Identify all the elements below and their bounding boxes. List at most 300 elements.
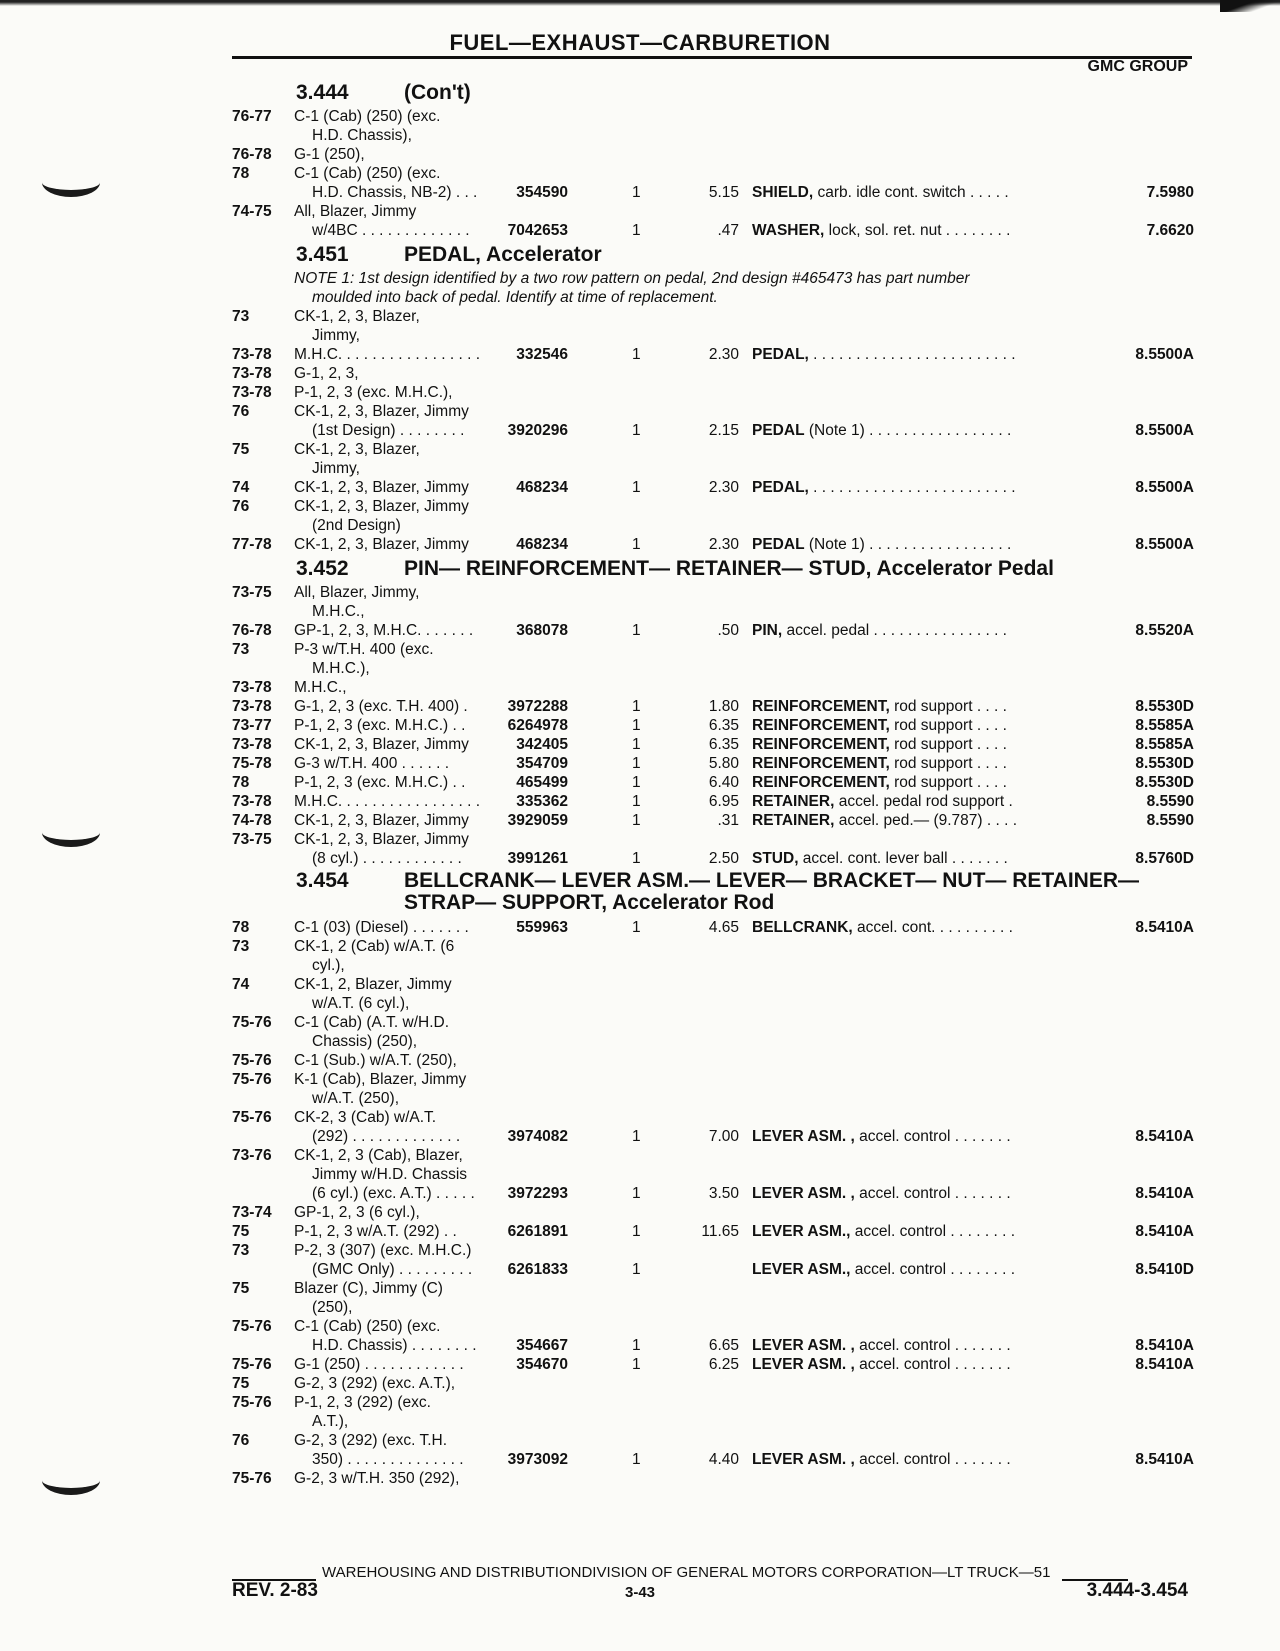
application: CK-1, 2, 3, Blazer, Jimmy — [294, 831, 469, 848]
footer-org: WAREHOUSING AND DISTRIBUTIONDIVISION OF GENERAL MOTORS CORPORATION—LT TRUCK—51 — [322, 1564, 1051, 1581]
part-detail: . . . . . . . . . . . . . . . . . . . . . . . . — [808, 346, 1016, 363]
section-title-line: PEDAL, Accelerator — [404, 243, 602, 266]
model-year: 73-78 — [232, 365, 272, 382]
application: G-1 (250), — [294, 146, 365, 163]
application: H.D. Chassis) . . . . . . . . — [312, 1337, 477, 1354]
table-row — [232, 659, 1194, 678]
price: .50 — [717, 622, 739, 639]
application: CK-1, 2, 3, Blazer, Jimmy — [294, 479, 469, 496]
table-row — [232, 994, 1194, 1013]
part-number: 354709 — [516, 755, 568, 772]
application: A.T.), — [312, 1413, 349, 1430]
part-description — [752, 478, 1016, 497]
group-number: 8.5410A — [1135, 1185, 1194, 1202]
table-row — [232, 345, 1194, 364]
quantity: 1 — [632, 698, 641, 715]
header-rule — [232, 56, 1192, 59]
section-title — [404, 78, 471, 107]
group-number: 8.5410A — [1135, 1337, 1194, 1354]
part-name: LEVER ASM. , — [752, 1356, 855, 1373]
application: GP-1, 2, 3 (6 cyl.), — [294, 1204, 420, 1221]
table-row — [232, 535, 1194, 554]
application: Jimmy, — [312, 460, 360, 477]
application: CK-1, 2, Blazer, Jimmy — [294, 976, 452, 993]
part-name: LEVER ASM., — [752, 1223, 851, 1240]
part-name: REINFORCEMENT, — [752, 774, 890, 791]
application: M.H.C.), — [312, 660, 370, 677]
application: M.H.C. . . . . . . . . . . . . . . . . — [294, 346, 481, 363]
part-name: LEVER ASM. , — [752, 1185, 855, 1202]
model-year: 73-77 — [232, 717, 272, 734]
application: CK-1, 2, 3, Blazer, Jimmy — [294, 736, 469, 753]
application: All, Blazer, Jimmy, — [294, 584, 420, 601]
quantity: 1 — [632, 622, 641, 639]
part-detail: accel. control . . . . . . . — [854, 1185, 1011, 1202]
section-number: 3.451 — [296, 243, 349, 266]
part-detail: lock, sol. ret. nut . . . . . . . . — [824, 222, 1011, 239]
application: All, Blazer, Jimmy — [294, 203, 417, 220]
table-row — [232, 1374, 1194, 1393]
price: .47 — [717, 222, 739, 239]
model-year: 75 — [232, 1280, 250, 1297]
part-number: 342405 — [516, 736, 568, 753]
application: (2nd Design) — [312, 517, 401, 534]
price: 6.35 — [708, 717, 739, 734]
group-number: 8.5500A — [1135, 536, 1194, 553]
table-row — [232, 621, 1194, 640]
quantity: 1 — [632, 1223, 641, 1240]
section-range: 3.444-3.454 — [1086, 1580, 1188, 1601]
section-title-line: STRAP— SUPPORT, Accelerator Rod — [404, 891, 775, 914]
part-number: 3929059 — [507, 812, 568, 829]
table-row — [232, 459, 1194, 478]
application: K-1 (Cab), Blazer, Jimmy — [294, 1071, 467, 1088]
table-row — [232, 1203, 1194, 1222]
table-row — [232, 1241, 1194, 1260]
application: Jimmy w/H.D. Chassis — [312, 1166, 468, 1183]
part-detail: accel. control . . . . . . . — [854, 1128, 1011, 1145]
part-number: 354667 — [516, 1337, 568, 1354]
table-row — [232, 1431, 1194, 1450]
part-detail: rod support . . . . — [889, 736, 1007, 753]
application: (1st Design) . . . . . . . . — [312, 422, 465, 439]
part-number: 332546 — [516, 346, 568, 363]
price: 6.35 — [708, 736, 739, 753]
part-description — [752, 918, 1013, 937]
price: 6.40 — [708, 774, 739, 791]
group-number: 8.5585A — [1135, 717, 1194, 734]
part-name: REINFORCEMENT, — [752, 736, 890, 753]
table-row — [232, 307, 1194, 326]
table-row — [232, 1279, 1194, 1298]
section-title-line: PIN— REINFORCEMENT— RETAINER— STUD, Accelerator Pedal — [404, 557, 1054, 580]
model-year: 76-77 — [232, 108, 272, 125]
model-year: 75-76 — [232, 1356, 272, 1373]
table-row — [232, 830, 1194, 849]
group-number: 8.5410A — [1135, 1451, 1194, 1468]
model-year: 73-78 — [232, 736, 272, 753]
table-row — [232, 754, 1194, 773]
price: 2.50 — [708, 850, 739, 867]
table-row — [232, 364, 1194, 383]
part-number: 3972288 — [507, 698, 568, 715]
part-description — [752, 773, 1007, 792]
group-number: 8.5760D — [1135, 850, 1194, 867]
application: C-1 (Sub.) w/A.T. (250), — [294, 1052, 457, 1069]
model-year: 73-78 — [232, 698, 272, 715]
application: C-1 (Cab) (250) (exc. — [294, 165, 441, 182]
group-number: 8.5530D — [1135, 774, 1194, 791]
part-number: 3974082 — [507, 1128, 568, 1145]
part-description — [752, 792, 1013, 811]
price: 6.65 — [708, 1337, 739, 1354]
quantity: 1 — [632, 736, 641, 753]
part-detail: rod support . . . . — [889, 698, 1007, 715]
table-row — [232, 183, 1194, 202]
application: C-1 (Cab) (250) (exc. — [294, 108, 441, 125]
revision-label: REV. 2-83 — [232, 1580, 318, 1601]
model-year: 75-76 — [232, 1470, 272, 1487]
application: C-1 (03) (Diesel) . . . . . . . — [294, 919, 469, 936]
application: cyl.), — [312, 957, 345, 974]
part-number: 3920296 — [507, 422, 568, 439]
part-detail: accel. pedal rod support . — [834, 793, 1013, 810]
price: 6.95 — [708, 793, 739, 810]
model-year: 73 — [232, 938, 250, 955]
application: G-3 w/T.H. 400 . . . . . . — [294, 755, 450, 772]
application: G-2, 3 (292) (exc. T.H. — [294, 1432, 448, 1449]
model-year: 77-78 — [232, 536, 272, 553]
section-title — [404, 870, 1139, 914]
part-name: REINFORCEMENT, — [752, 755, 890, 772]
part-detail: accel. control . . . . . . . — [854, 1451, 1011, 1468]
application: Blazer (C), Jimmy (C) — [294, 1280, 443, 1297]
table-row — [232, 792, 1194, 811]
part-description — [752, 754, 1007, 773]
part-name: PEDAL — [752, 422, 805, 439]
table-row — [232, 1317, 1194, 1336]
model-year: 73-74 — [232, 1204, 272, 1221]
table-row — [232, 602, 1194, 621]
part-number: 354670 — [516, 1356, 568, 1373]
model-year: 78 — [232, 165, 250, 182]
application: Jimmy, — [312, 327, 360, 344]
part-number: 6264978 — [507, 717, 568, 734]
part-description — [752, 421, 1011, 440]
quantity: 1 — [632, 755, 641, 772]
part-number: 6261833 — [507, 1261, 568, 1278]
price: 6.25 — [708, 1356, 739, 1373]
application: CK-1, 2, 3, Blazer, — [294, 441, 420, 458]
part-description — [752, 697, 1007, 716]
model-year: 73-78 — [232, 346, 272, 363]
application: P-1, 2, 3 (292) (exc. — [294, 1394, 431, 1411]
application: G-1, 2, 3 (exc. T.H. 400) . — [294, 698, 468, 715]
model-year: 75-76 — [232, 1394, 272, 1411]
table-row — [232, 1051, 1194, 1070]
part-number: 559963 — [516, 919, 568, 936]
price: 2.30 — [708, 479, 739, 496]
group-number: 8.5410A — [1135, 1128, 1194, 1145]
model-year: 75 — [232, 1375, 250, 1392]
table-row — [232, 1108, 1194, 1127]
model-year: 73 — [232, 1242, 250, 1259]
model-year: 76-78 — [232, 146, 272, 163]
application: CK-1, 2, 3, Blazer, Jimmy — [294, 403, 469, 420]
part-description — [752, 849, 1008, 868]
section-note — [232, 269, 1194, 307]
application: Chassis) (250), — [312, 1033, 418, 1050]
table-row — [232, 1165, 1194, 1184]
price: 1.80 — [708, 698, 739, 715]
part-name: STUD, — [752, 850, 799, 867]
application: C-1 (Cab) (250) (exc. — [294, 1318, 441, 1335]
quantity: 1 — [632, 793, 641, 810]
table-row — [232, 202, 1194, 221]
group-number: 7.6620 — [1146, 222, 1194, 239]
table-row — [232, 1298, 1194, 1317]
application: (292) . . . . . . . . . . . . . — [312, 1128, 461, 1145]
model-year: 75-76 — [232, 1014, 272, 1031]
application: C-1 (Cab) (A.T. w/H.D. — [294, 1014, 450, 1031]
model-year: 73-76 — [232, 1147, 272, 1164]
part-detail: (Note 1) . . . . . . . . . . . . . . . . . — [804, 422, 1012, 439]
group-number: 8.5500A — [1135, 422, 1194, 439]
scan-edge — [0, 0, 1280, 6]
model-year: 76-78 — [232, 622, 272, 639]
application: P-1, 2, 3 w/A.T. (292) . . — [294, 1223, 457, 1240]
table-row — [232, 402, 1194, 421]
quantity: 1 — [632, 1185, 641, 1202]
table-row — [232, 221, 1194, 240]
quantity: 1 — [632, 1337, 641, 1354]
part-description — [752, 183, 1009, 202]
part-number: 7042653 — [507, 222, 568, 239]
part-description — [752, 1260, 1015, 1279]
part-description — [752, 221, 1010, 240]
part-detail: accel. cont. lever ball . . . . . . . — [798, 850, 1008, 867]
model-year: 74-75 — [232, 203, 272, 220]
model-year: 73-78 — [232, 384, 272, 401]
part-name: WASHER, — [752, 222, 825, 239]
part-name: LEVER ASM., — [752, 1261, 851, 1278]
part-detail: rod support . . . . — [889, 717, 1007, 734]
section-number: 3.454 — [296, 869, 349, 892]
model-year: 75-78 — [232, 755, 272, 772]
table-row — [232, 1222, 1194, 1241]
application: CK-1, 2, 3, Blazer, Jimmy — [294, 536, 469, 553]
model-year: 76 — [232, 403, 250, 420]
application: (GMC Only) . . . . . . . . . — [312, 1261, 473, 1278]
quantity: 1 — [632, 1128, 641, 1145]
group-number: 8.5500A — [1135, 346, 1194, 363]
part-detail: accel. control . . . . . . . — [854, 1356, 1011, 1373]
group-number: 8.5500A — [1135, 479, 1194, 496]
group-number: 8.5410D — [1135, 1261, 1194, 1278]
price: 2.30 — [708, 346, 739, 363]
section-heading — [232, 554, 1194, 583]
price: 5.15 — [708, 184, 739, 201]
price: .31 — [717, 812, 739, 829]
quantity: 1 — [632, 1451, 641, 1468]
part-number: 335362 — [516, 793, 568, 810]
part-name: PEDAL, — [752, 346, 809, 363]
application: (8 cyl.) . . . . . . . . . . . . — [312, 850, 462, 867]
application: P-2, 3 (307) (exc. M.H.C.) — [294, 1242, 472, 1259]
part-name: RETAINER, — [752, 793, 835, 810]
application: GP-1, 2, 3, M.H.C. . . . . . . — [294, 622, 474, 639]
quantity: 1 — [632, 422, 641, 439]
table-row — [232, 1355, 1194, 1374]
part-name: BELLCRANK, — [752, 919, 853, 936]
part-detail: rod support . . . . — [889, 755, 1007, 772]
table-row — [232, 811, 1194, 830]
part-detail: (Note 1) . . . . . . . . . . . . . . . . . — [804, 536, 1012, 553]
part-description — [752, 735, 1007, 754]
model-year: 73-75 — [232, 831, 272, 848]
model-year: 75 — [232, 441, 250, 458]
model-year: 75 — [232, 1223, 250, 1240]
part-description — [752, 621, 1007, 640]
application: P-1, 2, 3 (exc. M.H.C.), — [294, 384, 453, 401]
section-heading — [232, 78, 1194, 107]
quantity: 1 — [632, 812, 641, 829]
table-row — [232, 697, 1194, 716]
group-number: 8.5520A — [1135, 622, 1194, 639]
application: CK-1, 2, 3 (Cab), Blazer, — [294, 1147, 463, 1164]
table-row — [232, 326, 1194, 345]
page-title: FUEL—EXHAUST—CARBURETION — [449, 30, 831, 55]
part-name: RETAINER, — [752, 812, 835, 829]
table-row — [232, 1469, 1194, 1488]
application: P-3 w/T.H. 400 (exc. — [294, 641, 434, 658]
application: G-2, 3 (292) (exc. A.T.), — [294, 1375, 456, 1392]
table-row — [232, 956, 1194, 975]
part-name: PEDAL, — [752, 479, 809, 496]
application: G-1 (250) . . . . . . . . . . . . — [294, 1356, 464, 1373]
group-number: 8.5590 — [1146, 793, 1194, 810]
application: w/A.T. (250), — [312, 1090, 399, 1107]
model-year: 78 — [232, 774, 250, 791]
section-title — [404, 554, 1054, 583]
quantity: 1 — [632, 222, 641, 239]
scan-corner — [1220, 0, 1280, 12]
table-row — [232, 164, 1194, 183]
quantity: 1 — [632, 1356, 641, 1373]
part-name: SHIELD, — [752, 184, 814, 201]
table-row — [232, 478, 1194, 497]
model-year: 73-75 — [232, 584, 272, 601]
section-number: 3.452 — [296, 557, 349, 580]
quantity: 1 — [632, 774, 641, 791]
part-number: 468234 — [516, 536, 568, 553]
table-row — [232, 1032, 1194, 1051]
table-row — [232, 640, 1194, 659]
binder-hole-mark — [42, 818, 100, 847]
model-year: 74 — [232, 479, 250, 496]
part-number: 3973092 — [507, 1451, 568, 1468]
price: 3.50 — [708, 1185, 739, 1202]
page-number: 3-43 — [624, 1584, 656, 1601]
application: M.H.C., — [312, 603, 365, 620]
part-detail: accel. cont. . . . . . . . . . — [852, 919, 1013, 936]
application: P-1, 2, 3 (exc. M.H.C.) . . — [294, 717, 466, 734]
table-row — [232, 1070, 1194, 1089]
price: 2.30 — [708, 536, 739, 553]
part-number: 468234 — [516, 479, 568, 496]
section-heading — [232, 868, 1194, 918]
price: 11.65 — [701, 1223, 739, 1240]
table-row — [232, 583, 1194, 602]
part-detail: accel. control . . . . . . . . — [850, 1261, 1015, 1278]
table-row — [232, 421, 1194, 440]
table-row — [232, 1184, 1194, 1203]
table-row — [232, 937, 1194, 956]
quantity: 1 — [632, 346, 641, 363]
table-row — [232, 918, 1194, 937]
model-year: 78 — [232, 919, 250, 936]
model-year: 73 — [232, 308, 250, 325]
part-description — [752, 716, 1007, 735]
application: H.D. Chassis, NB-2) . . . — [312, 184, 478, 201]
model-year: 75-76 — [232, 1052, 272, 1069]
group-number: 8.5585A — [1135, 736, 1194, 753]
section-title-line: (Con't) — [404, 81, 471, 104]
table-row — [232, 126, 1194, 145]
application: G-1, 2, 3, — [294, 365, 359, 382]
part-name: PEDAL — [752, 536, 805, 553]
quantity: 1 — [632, 1261, 641, 1278]
part-number: 368078 — [516, 622, 568, 639]
part-detail: carb. idle cont. switch . . . . . — [813, 184, 1009, 201]
part-name: REINFORCEMENT, — [752, 698, 890, 715]
part-detail: . . . . . . . . . . . . . . . . . . . . . . . . — [808, 479, 1016, 496]
footer-org-line — [232, 1561, 1192, 1581]
part-description — [752, 1450, 1011, 1469]
application: M.H.C., — [294, 679, 347, 696]
application: P-1, 2, 3 (exc. M.H.C.) . . — [294, 774, 466, 791]
group-number: 8.5530D — [1135, 755, 1194, 772]
part-description — [752, 535, 1011, 554]
quantity: 1 — [632, 850, 641, 867]
application: CK-1, 2, 3, Blazer, — [294, 308, 420, 325]
part-number: 3972293 — [507, 1185, 568, 1202]
part-detail: accel. ped.— (9.787) . . . . — [834, 812, 1018, 829]
price: 7.00 — [708, 1128, 739, 1145]
part-description — [752, 1336, 1011, 1355]
group-number: 8.5590 — [1146, 812, 1194, 829]
part-description — [752, 811, 1017, 830]
table-row — [232, 678, 1194, 697]
price: 4.65 — [708, 919, 739, 936]
model-year: 73 — [232, 641, 250, 658]
part-description — [752, 1184, 1011, 1203]
quantity: 1 — [632, 717, 641, 734]
quantity: 1 — [632, 536, 641, 553]
part-description — [752, 345, 1016, 364]
application: CK-1, 2 (Cab) w/A.T. (6 — [294, 938, 455, 955]
note-line: NOTE 1: 1st design identified by a two row pattern on pedal, 2nd design #465473 has part number — [294, 270, 970, 287]
table-row — [232, 1089, 1194, 1108]
section-heading — [232, 240, 1194, 269]
part-number: 465499 — [516, 774, 568, 791]
part-description — [752, 1127, 1011, 1146]
part-detail: rod support . . . . — [889, 774, 1007, 791]
table-row — [232, 1412, 1194, 1431]
price: 5.80 — [708, 755, 739, 772]
table-row — [232, 773, 1194, 792]
part-name: LEVER ASM. , — [752, 1451, 855, 1468]
